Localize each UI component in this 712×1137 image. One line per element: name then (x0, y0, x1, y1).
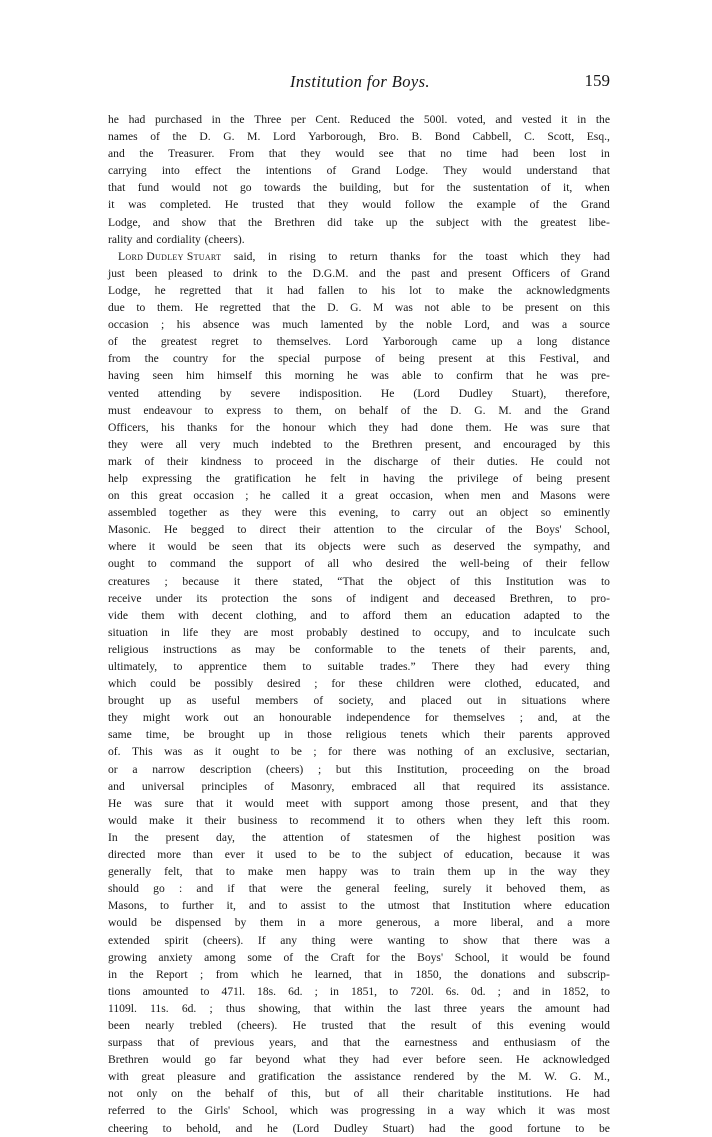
text-line: tions amounted to 471l. 18s. 6d. ; in 1851, to 720l. 6s. 0d. ; and in 1852, to (108, 984, 610, 998)
text-line: must endeavour to express to them, on behalf of the D. G. M. and the Grand (108, 403, 610, 417)
text-line: that fund would not go towards the building, but for the sustentation of it, when (108, 181, 610, 195)
text-line: help expressing the gratification he felt in having the privilege of being present (108, 471, 610, 485)
text-line: Lodge, and show that the Brethren did take up the subject with the greatest libe- (108, 215, 610, 229)
text-line: In the present day, the attention of statesmen of the highest position was (108, 830, 610, 844)
text-line: in the Report ; from which he learned, that in 1850, the donations and subscrip- (108, 967, 610, 981)
text-line: and the Treasurer. From that they would see that no time had been lost in (108, 147, 610, 161)
text-line: Lord Dudley Stuart said, in rising to return thanks for the toast which they had (108, 248, 610, 265)
text-line: which could be possibly desired ; for these children were clothed, educated, and (108, 677, 610, 691)
text-line: it was completed. He trusted that they would follow the example of the Grand (108, 198, 610, 212)
text-line: assembled together as they were this evening, to carry out an object so eminently (108, 506, 610, 520)
text-line: with great pleasure and gratification the assistance rendered by the M. W. G. M., (108, 1070, 610, 1084)
text-line: just been pleased to drink to the D.G.M. and the past and present Officers of Grand (108, 266, 610, 280)
text-line: on this great occasion ; he called it a great occasion, when men and Masons were (108, 489, 610, 503)
text-line: Masonic. He begged to direct their attention to the circular of the Boys' School, (108, 523, 610, 537)
text-line: ought to command the support of all who desired the well-being of their fellow (108, 557, 610, 571)
text-line: or a narrow description (cheers) ; but this Institution, proceeding on the broad (108, 762, 610, 776)
text-line: from the country for the special purpose of being present at this Festival, and (108, 352, 610, 366)
text-line: generally felt, that to make men happy was to train them up in the way they (108, 865, 610, 879)
text-line: of. This was as it ought to be ; for there was nothing of an exclusive, sectarian, (108, 745, 610, 759)
page-number: 159 (584, 71, 610, 90)
text-line: situation in life they are most probably destined to occupy, and to inculcate such (108, 625, 610, 639)
text-line: they might work out an honourable independence for themselves ; and, at the (108, 711, 610, 725)
text-line: would be dispensed by them in a more generous, a more liberal, and a more (108, 916, 610, 930)
text-line: Officers, his thanks for the honour which they had done them. He was sure that (108, 420, 610, 434)
text-line: he had purchased in the Three per Cent. Reduced the 500l. voted, and vested it in the (108, 113, 610, 126)
text-line: carrying into effect the intentions of Grand Lodge. They would understand that (108, 164, 610, 178)
text-line: Brethren would go far beyond what they had ever before seen. He acknowledged (108, 1053, 610, 1067)
speaker-name: Lord Dudley Stuart (118, 249, 222, 263)
text-line: same time, be brought up in those religious tenets which their parents approved (108, 728, 610, 742)
text-line: extended spirit (cheers). If any thing were wanting to show that there was a (108, 933, 610, 947)
text-line: rality and cordiality (cheers). (108, 232, 245, 246)
text-line: mark of their kindness to proceed in the discharge of their duties. He could not (108, 454, 610, 468)
text-line: should go : and if that were the general feeling, surely it behoved them, as (108, 882, 610, 896)
text-line: receive under its protection the sons of indigent and deceased Brethren, to pro- (108, 591, 610, 605)
text-line: occasion ; his absence was much lamented by the noble Lord, and was a source (108, 318, 610, 332)
text-line: vide them with decent clothing, and to afford them an education adapted to the (108, 608, 610, 622)
text-line: names of the D. G. M. Lord Yarborough, Bro. B. Bond Cabbell, C. Scott, Esq., (108, 130, 610, 144)
text-line: 1109l. 11s. 6d. ; thus showing, that within the last three years the amount had (108, 1001, 610, 1015)
text-line: not only on the behalf of this, but of all their charitable institutions. He had (108, 1087, 610, 1101)
text-line: they were all very much indebted to the Brethren present, and encouraged by this (108, 437, 610, 451)
text-line: ultimately, to apprentice them to suitable trades.” There they had every thing (108, 660, 610, 673)
text-line: having seen him himself this morning he was able to confirm that he was pre- (108, 369, 610, 383)
text-line: and universal principles of Masonry, embraced all that required its assistance. (108, 779, 610, 793)
running-title: Institution for Boys. (290, 72, 430, 91)
text-line: referred to the Girls' School, which was progressing in a way which it was most (108, 1104, 610, 1118)
text-line: brought up as useful members of society, and placed out in situations where (108, 694, 610, 708)
body-text (108, 111, 610, 1137)
text-line: of the greatest regret to themselves. Lord Yarborough came up a long distance (108, 335, 610, 349)
page-header (110, 70, 610, 98)
text-line: surpass that of previous years, and that the earnestness and enthusiasm of the (108, 1036, 610, 1050)
text-line: vented attending by severe indisposition. He (Lord Dudley Stuart), therefore, (108, 386, 610, 400)
text-line: where it would be seen that its objects were such as deserved the sympathy, and (108, 540, 610, 554)
text-line: due to them. He regretted that the D. G. M was not able to be present on this (108, 301, 610, 315)
text-line: He was sure that it would meet with support among those present, and that they (108, 796, 610, 810)
text-line: creatures ; because it there stated, “That the object of this Institution was to (108, 574, 610, 588)
text-line: religious instructions as may be conformable to the tenets of their parents, and, (108, 642, 610, 656)
text-line: growing anxiety among some of the Craft for the Boys' School, it would be found (108, 950, 610, 964)
text-line: Lodge, he regretted that it had fallen to his lot to make the acknowledgments (108, 283, 610, 297)
text-line: been nearly trebled (cheers). He trusted that the result of this evening would (108, 1018, 610, 1032)
text-line: Masons, to further it, and to assist to the utmost that Institution where education (108, 899, 610, 913)
text-line: would make it their business to recommend it to others when they left this room. (108, 813, 610, 827)
text-line: cheering to behold, and he (Lord Dudley Stuart) had the good fortune to be (108, 1121, 610, 1135)
text-line: directed more than ever it used to be to the subject of education, because it was (108, 848, 610, 862)
